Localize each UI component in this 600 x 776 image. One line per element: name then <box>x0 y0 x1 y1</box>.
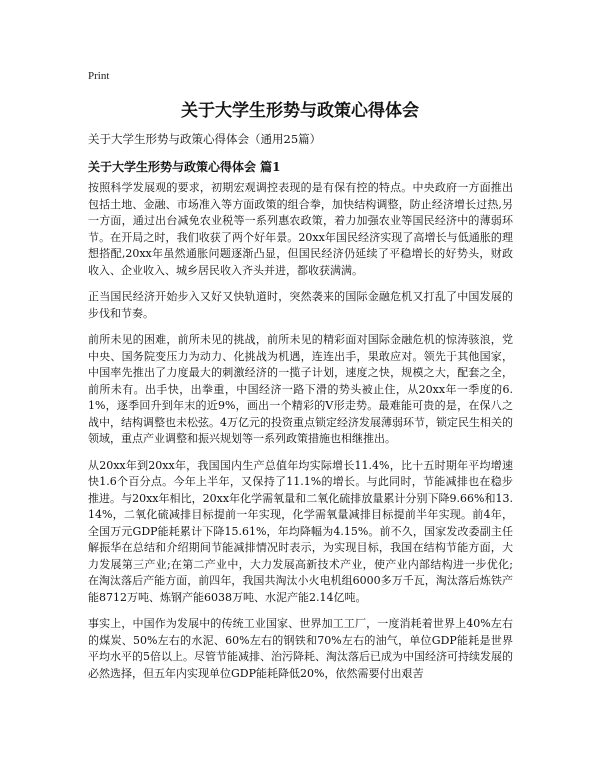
paragraph-3: 前所未见的困难，前所未见的挑战，前所未见的精彩面对国际金融危机的惊涛骇浪，党中央、国务院变压力为动力、化挑战为机遇，连连出手，果敢应对。领先于其他国家，中国率先推出了力度最大的刺激经济的一揽子计划，速度之快，规模之大，配套之全，前所未有。出手快，出拳重，中国经济一路下滑的势头被止住，从20xx年一季度的6.1%，逐季回升到年末的近9%，画出一个精彩的V形走势。最难能可贵的是，在保八之战中，结构调整也未松弦。4万亿元的投资重点锁定经济发展薄弱环节，锁定民生相关的领域，重点产业调整和振兴规划等一系列政策措施也相继推出。 <box>88 333 513 445</box>
section-heading: 关于大学生形势与政策心得体会 篇1 <box>88 160 281 174</box>
print-link[interactable]: Print <box>88 70 110 82</box>
paragraph-4: 从20xx年到20xx年，我国国内生产总值年均实际增长11.4%，比十五时期年平均增速快1.6个百分点。今年上半年，又保持了11.1%的增长。与此同时，节能减排也在稳步推进。与20xx年相比，20xx年化学需氧量和二氧化硫排放量累计分别下降9.66%和13.14%，二氧化硫减排目标提前一年实现，化学需氧量减排目标提前半年实现。前4年，全国万元GDP能耗累计下降15.61%，年均降幅为4.15%。前不久，国家发改委副主任解振华在总结和介绍期间节能减排情况时表示，为实现目标，我国在结构节能方面，大力发展第三产业;在第二产业中，大力发展高新技术产业，使产业内部结构进一步优化;在淘汰落后产能方面，前四年，我国共淘汰小火电机组6000多万千瓦，淘汰落后炼铁产能8712万吨、炼钢产能6038万吨、水泥产能2.14亿吨。 <box>88 458 513 604</box>
paragraph-2: 正当国民经济开始步入又好又快轨道时，突然袭来的国际金融危机又打乱了中国发展的步伐和节奏。 <box>88 290 513 320</box>
document-title: 关于大学生形势与政策心得体会 <box>181 101 419 121</box>
paragraph-5: 事实上，中国作为发展中的传统工业国家、世界加工工厂，一度消耗着世界上40%左右的煤炭、50%左右的水泥、60%左右的钢铁和70%左右的油气，单位GDP能耗是世界平均水平的5倍以上。尽管节能减排、治污降耗、淘汰落后已成为中国经济可持续发展的必然选择，但五年内实现单位GDP能耗降低20%，依然需要付出艰苦 <box>88 617 513 680</box>
document-subtitle: 关于大学生形势与政策心得体会（通用25篇） <box>88 132 322 146</box>
document-body <box>88 180 513 692</box>
paragraph-1: 按照科学发展观的要求，初期宏观调控表现的是有保有控的特点。中央政府一方面推出包括土地、金融、市场准入等方面政策的组合拳，加快结构调整，防止经济增长过热,另一方面，通过出台减免农业税等一系列惠农政策，着力加强农业等国民经济中的薄弱环节。在开局之时，我们收获了两个好年景。20xx年国民经济实现了高增长与低通胀的理想搭配,20xx年虽然通胀问题逐渐凸显，但国民经济仍延续了平稳增长的好势头，财政收入、企业收入、城乡居民收入齐头并进，都收获满满。 <box>88 181 513 277</box>
